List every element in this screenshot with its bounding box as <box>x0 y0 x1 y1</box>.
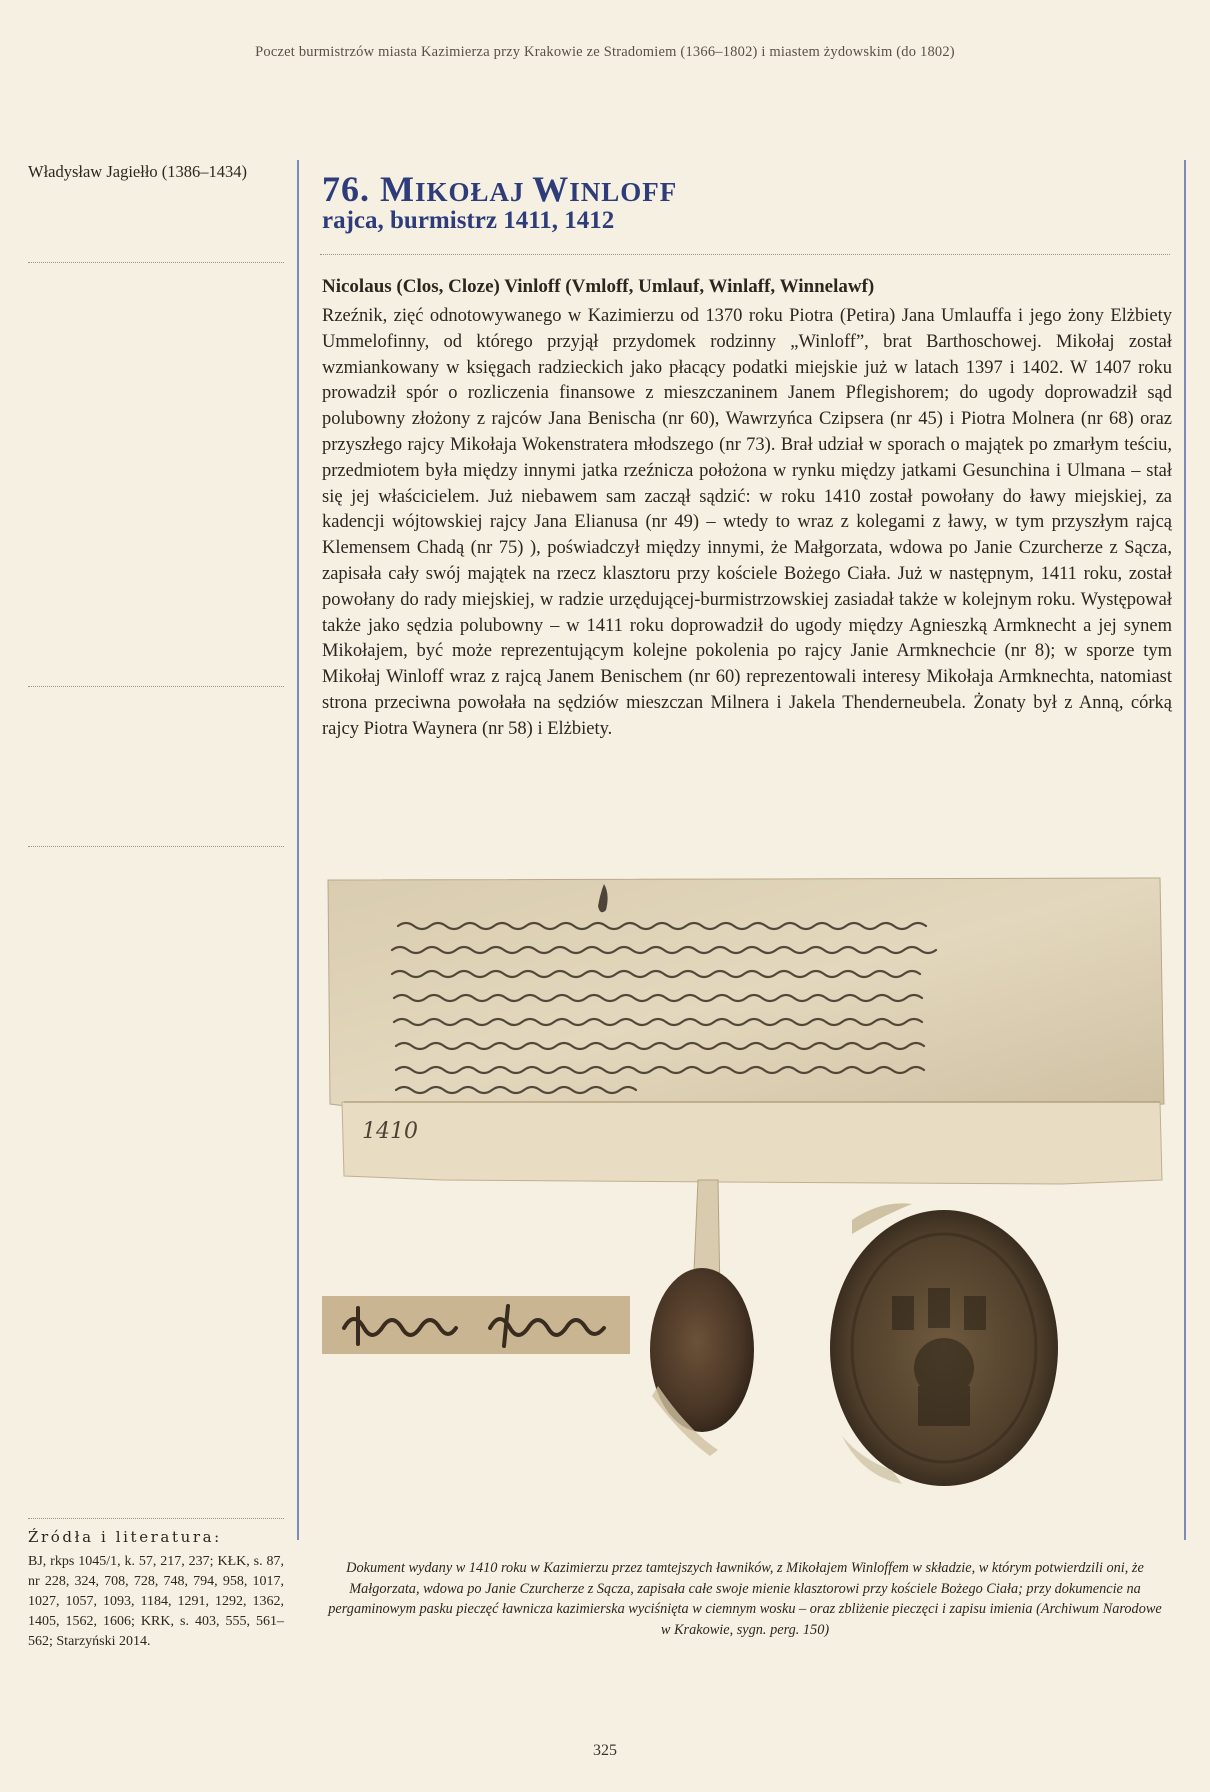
entry-subtitle: rajca, burmistrz 1411, 1412 <box>322 207 615 234</box>
document-date-inscription: 1410 <box>362 1119 418 1144</box>
entry-name-first-rest: IKOŁAJ <box>414 177 533 207</box>
document-photograph <box>322 876 1168 1536</box>
sidebar-divider <box>28 686 284 687</box>
bleed-through-text <box>70 300 280 500</box>
entry-name-last-initial: W <box>532 169 570 209</box>
left-vertical-rule <box>297 160 299 1540</box>
running-header: Poczet burmistrzów miasta Kazimierza przy Krakowie ze Stradomiem (1366–1802) i miastem żydowskim (do 1802) <box>255 44 955 60</box>
entry-number: 76. <box>322 169 380 209</box>
reign-label: Władysław Jagiełło (1386–1434) <box>28 162 248 181</box>
sidebar-divider <box>28 262 284 263</box>
sources-text: BJ, rkps 1045/1, k. 57, 217, 237; KŁK, s. 87, nr 228, 324, 708, 728, 748, 794, 958, 1017, 1027, 1057, 1093, 1184, 1291, 1292, 1362, 1405, 1562, 1606; KRK, s. 403, 555, 561–562; Starzyński 2014. <box>28 1554 284 1649</box>
sources-divider <box>28 1518 284 1519</box>
sidebar-divider <box>28 846 284 847</box>
title-divider <box>320 254 1170 255</box>
sources-heading: Źródła i literatura: <box>28 1528 222 1546</box>
entry-name-first-initial: M <box>380 169 415 209</box>
entry-title <box>322 168 677 210</box>
page-number: 325 <box>593 1742 617 1759</box>
bleed-through-title <box>902 166 911 208</box>
biography-text: Rzeźnik, zięć odnotowywanego w Kazimierzu od 1370 roku Piotra (Petira) Jana Umlauffa i jego żony Elżbiety Ummelofinny, od którego przyjął przydomek rodzinny „Winloff”, brat Barthoschowej. Mikołaj został wzmiankowany w księgach radzieckich jako płacący podatki miejskie już w latach 1397 i 1402. W 1407 roku prowadził spór o rozliczenia finansowe z mieszczaninem Janem Pflegishorem; do ugody doprowadził sąd polubowny złożony z rajców Jana Benischa (nr 60), Wawrzyńca Czipsera (nr 45) i Piotra Molnera (nr 68) oraz przyszłego rajcy Mikołaja Wokenstratera młodszego (nr 73). Brał udział w sporach o majątek po zmarłym teściu, przedmiotem była między innymi jatka rzeźnicza położona w rynku między jatkami Gesunchina i Ulmana – stał się jej właścicielem. Już niebawem sam zaczął sądzić: w roku 1410 został powołany do ławy miejskiej, za kadencji wójtowskiej rajcy Jana Elianusa (nr 49) – wtedy to wraz z kolegami z ławy, w tym przyszłym rajcą Klemensem Chadą (nr 75) ), poświadczył między innymi, że Małgorzata, wdowa po Janie Czurcherze z Sącza, zapisała cały swój majątek na rzecz klasztoru przy kościele Bożego Ciała. Już w następnym, 1411 roku, został powołany do rady miejskiej, w radzie urzędującej-burmistrzowskiej zasiadał także w kolejnym roku. Występował także jako sędzia polubowny – w 1411 roku doprowadził do ugody między Agnieszką Armknecht a jej synem Mikołajem, być może reprezentującym kolejne pokolenia po rajcy Janie Armknechcie (nr 8); w sporze tym Mikołaj Winloff wraz z rajcą Janem Benischem (nr 60) reprezentowali interesy Mikołaja Armknechta, natomiast strona przeciwna powołała na sędziów mieszczan Milnera i Jakela Thenderneubela. Żonaty był z Anną, córką rajcy Piotra Waynera (nr 58) i Elżbiety. <box>322 306 1172 739</box>
figure-caption: Dokument wydany w 1410 roku w Kazimierzu przez tamtejszych ławników, z Mikołajem Winloffem w składzie, w którym potwierdzili oni, że Małgorzata, wdowa po Janie Czurcherze z Sącza, zapisała całe swoje mienie klasztorowi przy kościele Bożego Ciała; przy dokumencie na pergaminowym pasku pieczęć ławnicza kazimierska wyciśnięta w ciemnym wosku – oraz zbliżenie pieczęci i zapisu imienia (Archiwum Narodowe w Krakowie, sygn. perg. 150) <box>328 1560 1162 1638</box>
entry-name-last-rest: INLOFF <box>569 177 678 207</box>
name-variants: Nicolaus (Clos, Cloze) Vinloff (Vmloff, Umlauf, Winlaff, Winnelawf) <box>322 276 875 297</box>
bleed-through-subtitle <box>902 208 908 234</box>
right-vertical-rule <box>1184 160 1186 1540</box>
